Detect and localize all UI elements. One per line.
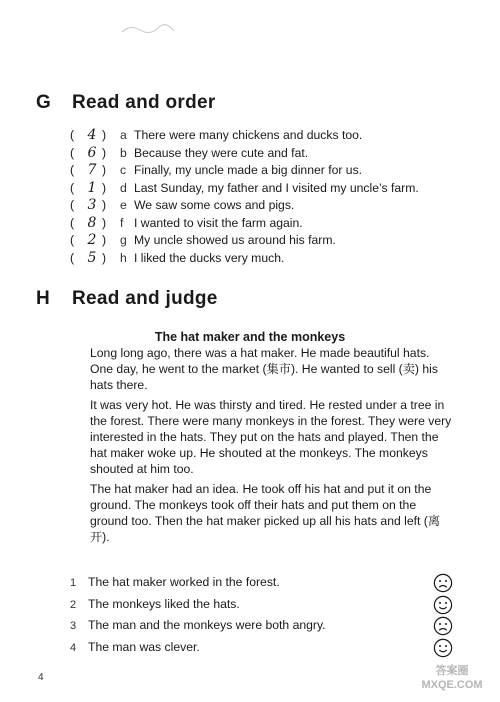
order-sentence: I liked the ducks very much. bbox=[134, 250, 285, 265]
judge-number: 4 bbox=[70, 641, 77, 654]
section-h-title bbox=[36, 288, 218, 310]
faint-stamp-mark bbox=[118, 22, 178, 36]
order-answer[interactable]: 2 bbox=[87, 232, 97, 248]
judge-number: 2 bbox=[70, 598, 77, 611]
order-answer[interactable]: 1 bbox=[87, 179, 97, 196]
story-paragraph: The hat maker had an idea. He took off his hat and put it on the ground. The monkeys took off their hats and put them on the ground too. Then the hat maker picked up all his hats and left (离开). bbox=[90, 481, 441, 545]
watermark-logo bbox=[410, 664, 494, 692]
story-paragraph: It was very hot. He was thirsty and tired. He rested under a tree in the forest. There were many monkeys in the forest. They were very interested in the hats. They put on the hats and played. Then the hat maker woke up. He shouted at the monkeys. The monkeys shouted at him too. bbox=[90, 397, 452, 477]
order-sentence: My uncle showed us around his farm. bbox=[134, 233, 336, 247]
judge-item bbox=[70, 594, 460, 616]
judge-item bbox=[70, 615, 460, 637]
order-sentence: We saw some cows and pigs. bbox=[134, 198, 295, 212]
order-answer[interactable]: 7 bbox=[87, 162, 97, 178]
judge-item bbox=[70, 637, 460, 659]
judge-list bbox=[70, 572, 460, 658]
happy-face-icon[interactable] bbox=[433, 595, 453, 615]
watermark-line2: MXQE.COM bbox=[421, 679, 483, 691]
section-g-title bbox=[36, 92, 216, 114]
order-item: ( 1 ) d Last Sunday, my father and I visited my uncle’s farm. bbox=[70, 179, 419, 196]
order-item: ( 3 ) e We saw some cows and pigs. bbox=[70, 197, 295, 213]
order-answer[interactable]: 8 bbox=[87, 214, 97, 231]
order-sentence: Finally, my uncle made a big dinner for us. bbox=[134, 163, 363, 177]
happy-face-icon[interactable] bbox=[433, 638, 453, 658]
story-passage bbox=[90, 345, 452, 548]
judge-number: 1 bbox=[70, 577, 77, 589]
order-answer[interactable]: 4 bbox=[87, 127, 97, 143]
section-g-letter: G bbox=[36, 92, 52, 113]
order-item: ( 4 ) a There were many chickens and ducks too. bbox=[70, 127, 363, 143]
order-list bbox=[70, 127, 450, 267]
judge-number: 3 bbox=[70, 620, 77, 632]
order-item: ( 8 ) f I wanted to visit the farm again. bbox=[70, 214, 303, 231]
order-item: ( 5 ) h I liked the ducks very much. bbox=[70, 249, 285, 266]
order-sentence: Because they were cute and fat. bbox=[134, 145, 309, 160]
judge-statement: The hat maker worked in the forest. bbox=[88, 575, 280, 589]
judge-statement: The monkeys liked the hats. bbox=[88, 596, 240, 611]
judge-statement: The man was clever. bbox=[88, 639, 200, 654]
page-number: 4 bbox=[38, 672, 44, 683]
judge-item bbox=[70, 572, 460, 594]
order-sentence: I wanted to visit the farm again. bbox=[134, 215, 303, 230]
order-sentence: Last Sunday, my father and I visited my uncle’s farm. bbox=[134, 180, 419, 195]
section-g-heading: Read and order bbox=[72, 92, 216, 113]
section-h-heading: Read and judge bbox=[72, 288, 218, 309]
judge-statement: The man and the monkeys were both angry. bbox=[88, 618, 326, 632]
order-item: ( 2 ) g My uncle showed us around his farm. bbox=[70, 232, 336, 248]
sad-face-icon[interactable] bbox=[433, 573, 453, 593]
order-answer[interactable]: 5 bbox=[87, 249, 97, 266]
story-title: The hat maker and the monkeys bbox=[154, 330, 346, 344]
sad-face-icon[interactable] bbox=[433, 616, 453, 636]
story-paragraph: Long long ago, there was a hat maker. He made beautiful hats. One day, he went to the market (集市). He wanted to sell (卖) his hats there. bbox=[90, 346, 438, 393]
order-sentence: There were many chickens and ducks too. bbox=[134, 128, 363, 142]
order-answer[interactable]: 3 bbox=[87, 197, 97, 213]
order-item: ( 6 ) b Because they were cute and fat. bbox=[70, 144, 309, 161]
order-answer[interactable]: 6 bbox=[87, 144, 97, 161]
section-h-letter: H bbox=[36, 288, 51, 309]
order-item: ( 7 ) c Finally, my uncle made a big dinner for us. bbox=[70, 162, 363, 178]
watermark-line1: 答案圈 bbox=[435, 665, 469, 677]
